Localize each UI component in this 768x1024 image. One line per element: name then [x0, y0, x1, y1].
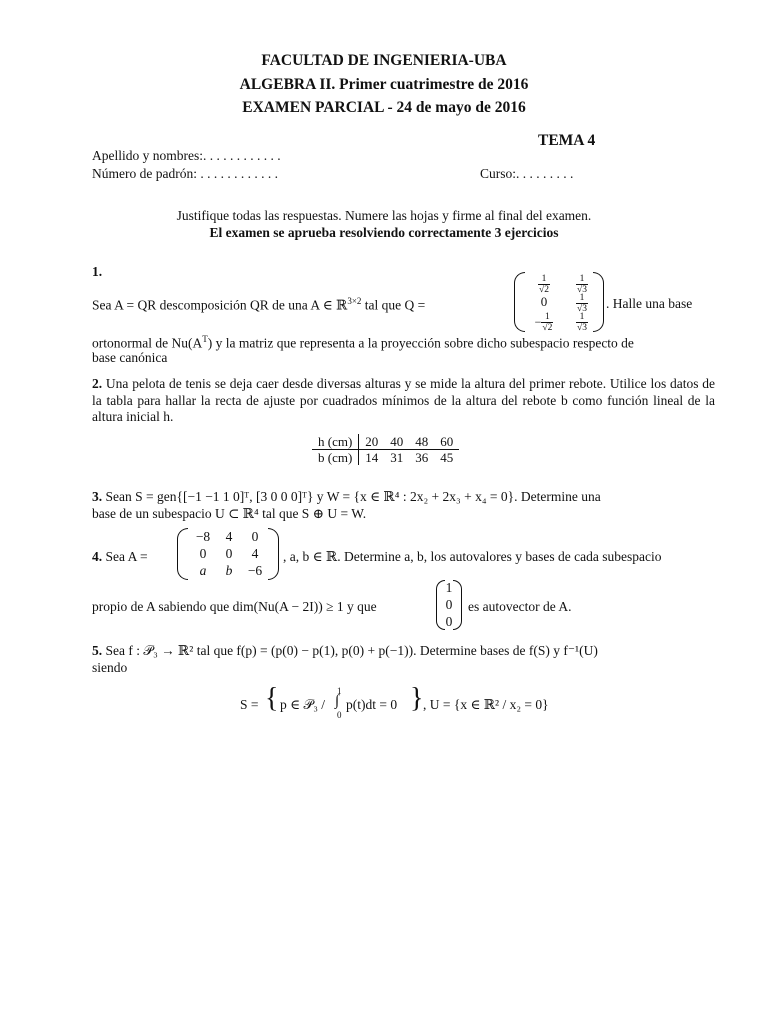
- integral-upper: 1: [337, 686, 342, 696]
- ex3-line2: base de un subespacio U ⊂ ℝ⁴ tal que S ⊕ U = W.: [92, 506, 367, 521]
- ex2-table: h (cm) 20 40 48 60 b (cm) 14 31 36 45: [312, 434, 459, 465]
- integral-sign: ∫: [335, 693, 340, 709]
- ex1-number: 1.: [92, 264, 103, 279]
- ex1-text-c: . Halle una base: [606, 296, 693, 311]
- ex4-text-b: , a, b ∈ ℝ. Determine a, b, los autovalores y bases de cada subespacio: [283, 549, 662, 564]
- ex5-line1: 5. Sea f : 𝒫₃ → ℝ² tal que f(p) = (p(0) − p(1), p(0) + p(−1)). Determine bases de f(S) y f⁻¹(U): [92, 643, 598, 658]
- exam-title: EXAMEN PARCIAL - 24 de mayo de 2016: [242, 99, 526, 116]
- u-definition: , U = {x ∈ ℝ² / x₂ = 0}: [423, 697, 549, 712]
- ex1-sup: 3×2: [347, 296, 362, 306]
- ex3-line1: 3. Sean S = gen{[−1 −1 1 0]ᵀ, [3 0 0 0]ᵀ} y W = {x ∈ ℝ⁴ : 2x₂ + 2x₃ + x₄ = 0}. Determine una: [92, 489, 601, 504]
- s-definition-left: S =: [240, 697, 259, 712]
- ex4-text-c: propio de A sabiendo que dim(Nu(A − 2I)) ≥ 1 y que: [92, 599, 377, 614]
- course-title: ALGEBRA II. Primer cuatrimestre de 2016: [239, 76, 529, 93]
- ex1-line3: base canónica: [92, 350, 168, 365]
- ex5-line2: siendo: [92, 660, 128, 675]
- ex2-paragraph: 2. Una pelota de tenis se deja caer desde diversas alturas y se mide la altura del primer rebote. Utilice los datos de la tabla para hallar la recta de ajuste por cuadrados mínimos de la altura del rebote b como función lineal de la altura inicial h.: [92, 376, 716, 424]
- padron-field: Número de padrón: . . . . . . . . . . . .: [92, 166, 278, 181]
- table-row-label: h (cm): [312, 434, 359, 450]
- integral-lower: 0: [337, 710, 342, 720]
- s-inner-a: p ∈ 𝒫₃ /: [280, 697, 326, 712]
- instructions-line2: El examen se aprueba resolviendo correctamente 3 ejercicios: [209, 225, 559, 240]
- q-matrix: $\frac{1}{√2}$ $\frac{1}{√3}$ 0 $\frac{1}{√3}$ − $\frac{1}{√2}$ $\frac{1}{√3}$: [514, 272, 604, 332]
- s-inner-b: p(t)dt = 0: [346, 697, 398, 712]
- eigenvector: 1 0 0: [436, 580, 462, 630]
- ex1-text-a: Sea A = QR descomposición QR de una A ∈ ℝ: [92, 297, 348, 313]
- faculty-title: FACULTAD DE INGENIERIA-UBA: [261, 52, 507, 69]
- instructions-line1: Justifique todas las respuestas. Numere las hojas y firme al final del examen.: [176, 208, 592, 223]
- apellido-field: Apellido y nombres:. . . . . . . . . . . .: [92, 148, 281, 163]
- table-row-label: b (cm): [312, 450, 359, 466]
- ex4-text-d: es autovector de A.: [468, 599, 572, 614]
- a-matrix: −8 4 0 0 0 4 a b −6: [177, 528, 279, 580]
- right-brace: }: [410, 683, 424, 714]
- ex4-line1: 4. Sea A =: [92, 549, 148, 564]
- tema-label: TEMA 4: [538, 132, 596, 149]
- left-brace: {: [265, 683, 279, 714]
- ex1-line2: ortonormal de $Nu(A^T)$ y la matriz que representa a la proyección sobre dicho subespacio respecto de: [92, 334, 634, 351]
- curso-field: Curso:. . . . . . . . .: [480, 166, 574, 181]
- ex1-line1: [92, 296, 425, 314]
- ex1-text-b: tal que Q =: [361, 297, 426, 313]
